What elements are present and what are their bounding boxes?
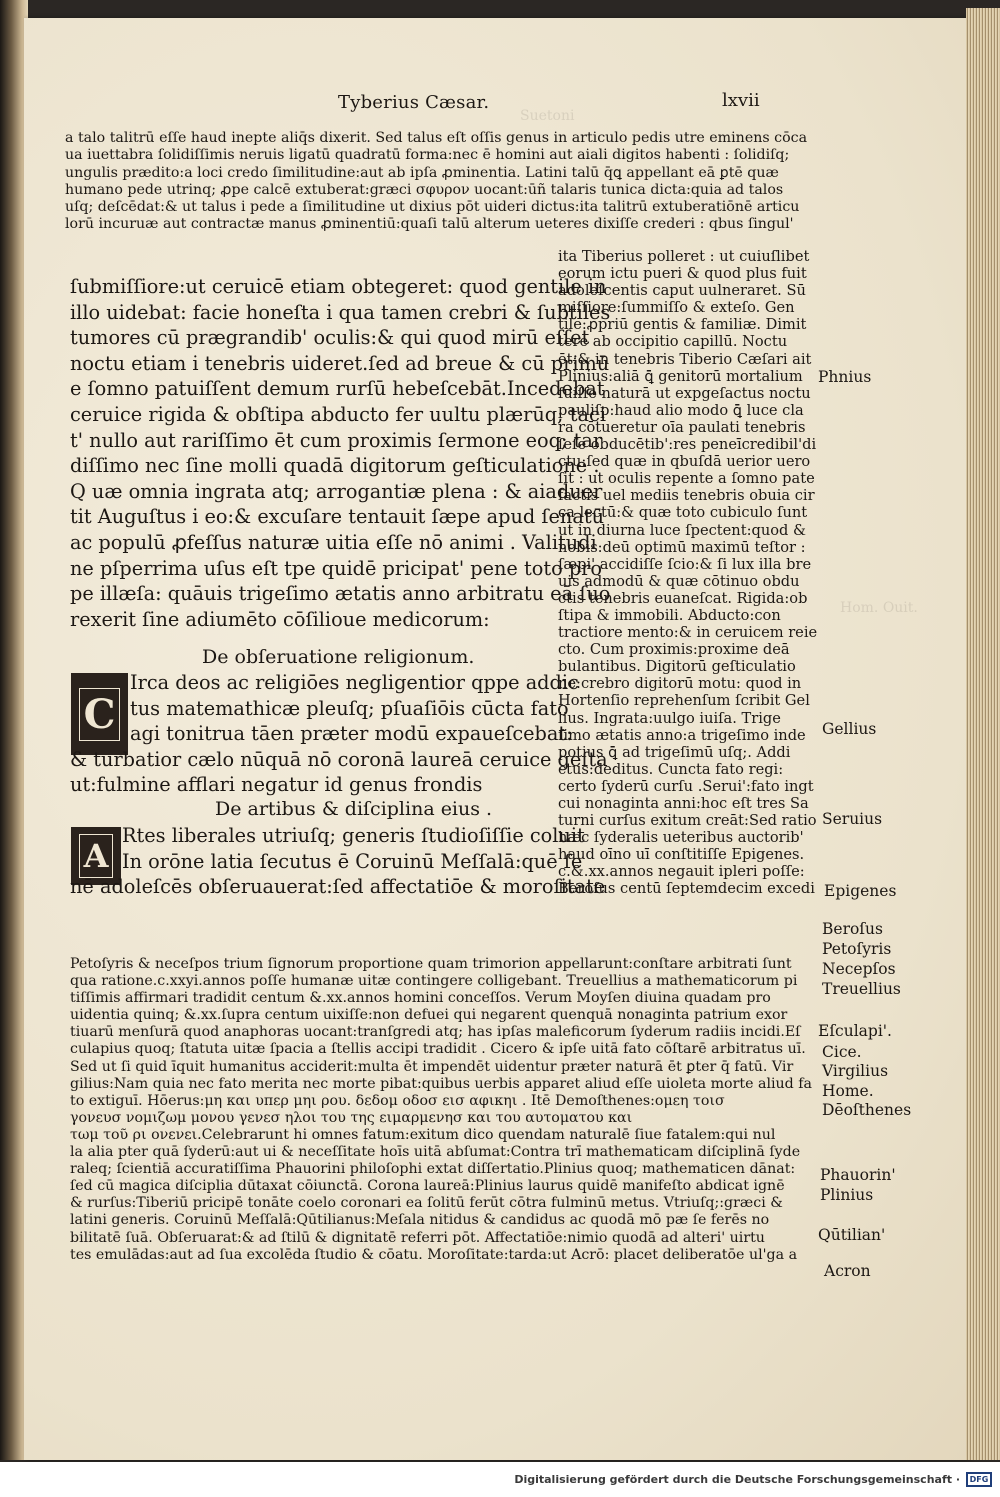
text-line: rexerit ſine adiumēto cōſilioue medicorum: xyxy=(70,607,490,631)
commentary-line: Beroſus centū ſeptemdecim excedi xyxy=(558,880,815,898)
commentary-bottom xyxy=(70,956,812,1264)
text-line: ne pſperrima uſus eſt tpe quidē pricipat' pene toto pro xyxy=(70,556,602,580)
commentary-line: ra cōtueretur oīa paulati tenebris xyxy=(558,418,806,436)
marginal-note: Qūtilian' xyxy=(818,1226,886,1244)
commentary-line: lius. Ingrata:uulgo iuiſa. Trige xyxy=(558,709,781,727)
commentary-line: potius ꝗ̄ ad trigeſimū uſq;. Addi xyxy=(558,743,791,761)
commentary-line: tere ab occipitio capillū. Noctu xyxy=(558,333,788,351)
text-line: tit Auguſtus i eo:& excuſare tentauit ſæpe apud ſenatū xyxy=(70,505,604,529)
commentary-line: a talo talitrū eſſe haud inepte aliq̄s dixerit. Sed talus eſt oſſis genus in articulo pedis utre eminens cōca xyxy=(65,130,808,146)
commentary-line: ita Tiberius polleret : ut cuiuſlibet xyxy=(558,248,810,265)
commentary-line: tes emulādas:aut ad ſua excolēda ſtudio & cōatu. Moroſitate:tarda:ut Acrō: placet deliberatōe ul'ga a xyxy=(70,1246,798,1263)
footer-credit: Digitalisierung gefördert durch die Deutsche Forschungsgemeinschaft · xyxy=(514,1473,960,1486)
commentary-line: τωμ τοῦ ρι ονενει.Celebrarunt hi omnes fatum:exitum dico quendam naturalē ſiue fatalem:qui nul xyxy=(70,1126,776,1143)
commentary-line: ſit : ut oculis repente a ſomno pate xyxy=(558,470,815,488)
dfg-logo: DFG xyxy=(966,1472,992,1487)
commentary-line: to extiguī. Hōerus:μη και υπερ μηι ρου. δεδομ οδοσ εισ αφικηι . Itē Demoſthenes:ομεη τοισ xyxy=(70,1092,725,1109)
commentary-line: γονευσ νομιζωμ μονου γενεσ ηλοι του της ειμαρμενησ και του αυτοματου και xyxy=(70,1109,633,1126)
commentary-line: haud oīno uī conſtitiſſe Epigenes. xyxy=(558,846,805,864)
main-text xyxy=(70,274,610,632)
commentary-line: humano pede utrinq; ꝓpe calcē extuberat:græci σφυρον uocant:ūñ talaris tunica dicta:quia ad talos xyxy=(65,181,784,198)
marginal-note: Plinius xyxy=(820,1186,874,1204)
commentary-line: qua ratione.c.xxyi.annos poſſe humanæ uitæ contingere colligebant. Treuellius a mathematicorum pi xyxy=(70,973,798,990)
commentary-line: uſq; deſcēdat:& ut talus i pede a ſimilitudine ut dixius pōt uideri dictus:ita talitrū extuberatiōnē articu xyxy=(65,199,800,216)
text-line: nē adoleſcēs obſeruauerat:ſed affectatiōe & moroſitate xyxy=(70,875,606,899)
text-line: ac populū ꝓfeſſus naturæ uitia eſſe nō animi . Valitudi xyxy=(70,530,597,554)
text-line: ut:fulmine afflari negatur id genus frondis xyxy=(70,773,483,797)
commentary-line: ēt:& in tenebris Tiberio Cæſari ait xyxy=(558,350,812,368)
commentary-line: ſimo ætatis anno:a trigeſimo inde xyxy=(558,726,806,744)
commentary-line: ca lectū:& quæ toto cubiculo ſunt xyxy=(558,504,808,522)
text-line: tus matemathicæ pleuſq; pſuaſiōis cūcta fato xyxy=(130,696,569,720)
marginal-note: Home. xyxy=(822,1082,874,1100)
commentary-line: eorum ictu pueri & quod plus fuit xyxy=(558,265,807,283)
text-line: t' nullo aut rariſſimo ēt cum proximis ſermone eoq; tar xyxy=(70,428,603,452)
commentary-line: pauliſp:haud alio modo ꝗ̄ luce cla xyxy=(558,401,804,419)
commentary-line: tractiore mento:& in ceruicem reie xyxy=(558,624,818,642)
marginal-note: Phauorin' xyxy=(820,1166,896,1184)
commentary-line: tiuarū menſurā quod anaphoras uocant:tranſgredi atq; has ipſas maleficorum ſyderum radiis incidi.Eſ xyxy=(70,1024,801,1041)
commentary-line: miſſiore:ſummiſſo & exteſo. Gen xyxy=(558,299,795,317)
commentary-line: hæc ſyderalis ueteribus auctorib' xyxy=(558,829,804,847)
commentary-top xyxy=(65,130,807,234)
commentary-line: ſtipa & immobili. Abducto:con xyxy=(558,606,781,624)
text-line: Rtes liberales utriuſq; generis ſtudioſiſſie coluit xyxy=(122,824,585,847)
marginal-note: Acron xyxy=(824,1262,871,1280)
commentary-line: Hortenſio reprehenſum ſcribit Gel xyxy=(558,692,810,710)
text-line: ceruice rigida & obſtipa abducto fer uultu plærūq; taci xyxy=(70,402,606,426)
commentary-line: culapius quoq; ſtatuta uitæ ſpacia a ſtellis accipi tradidit . Cicero & ipſe uitā fato cōſtarē arbitratus uī. xyxy=(70,1041,806,1058)
commentary-line: & rurſus:Tiberiū pricipē tonāte coelo coronari ea ſolitū ferūt cōtra fulminū metus. Vtriuſq;:græci & xyxy=(70,1195,783,1212)
commentary-line: bilitatē ſuā. Obſeruarat:& ad ſtilū & dignitatē referri pōt. Affectatiōe:nimio quodā ad alteri' uirtu xyxy=(70,1229,765,1246)
text-line: & turbatior cælo nūquā nō coronā laureā ceruice geſta xyxy=(70,747,608,771)
initial-letter: A xyxy=(79,834,114,878)
commentary-line: ctus:deditus. Cuncta fato regi: xyxy=(558,760,784,778)
heading-arts-discipline: De artibus & diſciplina eius . xyxy=(215,798,493,820)
commentary-line: ungulis prædito:a loci credo ſimilitudine:aut ab ipſa ꝓminentia. Latini talū q̄ꝗ appellant eā ꝑtē quæ xyxy=(65,164,779,181)
text-line: illo uidebat: facie honeſta i qua tamen crebri & ſubtiles xyxy=(70,300,611,324)
commentary-line: ſeſe obducētib':res peneīcredibil'di xyxy=(558,436,817,454)
commentary-line: tile:ꝓpriū gentis & familiæ. Dimit xyxy=(558,316,807,334)
commentary-line: Petoſyris & neceſpos trium ſignorum proportione quam trimorion appellarunt:conſtare arbitrati ſunt xyxy=(70,956,792,972)
text-line: In orōne latia ſecutus ē Coruinū Meſſalā:quē ſe xyxy=(122,849,583,873)
commentary-line: Sed ut ſi quid īquit humanitus acciderit:multa ēt impendēt uidentur præter naturā ēt ꝑter q̄ fatū. Vir xyxy=(70,1058,794,1075)
commentary-line: uidentia quinq; &.xx.ſupra centum uixiſſe:non defuei qui negarent quenquā nonaginta patrium exor xyxy=(70,1007,788,1024)
commentary-line: cui nonaginta anni:hoc eſt tres Sa xyxy=(558,795,809,812)
marginal-note: Phnius xyxy=(818,368,872,386)
marginal-note: Treuellius xyxy=(822,980,901,998)
commentary-line: ut in diurna luce ſpectent:quod & xyxy=(558,521,806,539)
commentary-line: tiſſimis affirmari tradidit centum &.xx.annos homini conceſſos. Verum Moyſen diuina quadam pro xyxy=(70,990,771,1007)
marginal-note: Eſculapi'. xyxy=(818,1022,892,1040)
commentary-line: latini generis. Coruinū Meſſalā:Qūtilianus:Meſala nitidus & candidus ac quodā mō pæ ſe ferēs no xyxy=(70,1212,770,1229)
marginal-note: Gellius xyxy=(822,720,877,738)
text-line: pe illæſa: quāuis trigeſimo ætatis anno arbitratu eā ſuo xyxy=(70,582,611,606)
text-line: agi tonitrua tāen præter modū expaueſcebat: xyxy=(130,722,573,746)
marginal-note: Epigenes xyxy=(824,882,897,900)
commentary-line: fuiſſe naturā ut expgeſactus noctu xyxy=(558,384,811,402)
commentary-line: factis uel mediis tenebris obuia cir xyxy=(558,487,815,505)
text-line: Irca deos ac religiōes negligentior qppe addic xyxy=(130,671,579,694)
commentary-line: cto. Cum proximis:proxime deā xyxy=(558,641,790,659)
section-religion xyxy=(70,670,608,798)
commentary-line: ſed cū magica diſciplia dūtaxat cōiunctā. Corona laureā:Plinius laurus quidē manifeſto abdicat ignē xyxy=(70,1178,785,1195)
commentary-line: uis admodū & quæ cōtinuo obdu xyxy=(558,572,800,590)
commentary-line: Plinius:aliā ꝗ̄ genitorū mortalium xyxy=(558,367,803,385)
marginal-note: Virgilius xyxy=(822,1062,889,1080)
commentary-line: la alia pter quā ſyderū:aut ui & neceſſitate hoīs uitā abſumat:Contra trī mathematicam diſciplinā ſyde xyxy=(70,1144,801,1161)
commentary-line: bulantibus. Digitorū geſticulatio xyxy=(558,658,796,676)
marginal-note: Beroſus xyxy=(822,920,883,938)
text-line: Q uæ omnia ingrata atq; arrogantiæ plena : & aiaduer xyxy=(70,479,603,503)
marginal-note: Cice. xyxy=(822,1043,862,1061)
commentary-line: raleq; ſcientiā accuratiſſima Phauorini philoſophi extat diſſertatio.Plinius quoq; mathematicen dānat: xyxy=(70,1161,796,1178)
text-line: noctu etiam i tenebris uideret.ſed ad breue & cū primū xyxy=(70,351,610,375)
commentary-line: c.&.xx.annos negauit ipleri poſſe: xyxy=(558,863,805,881)
commentary-line: ctis tenebris euaneſcat. Rigida:ob xyxy=(558,589,808,607)
section-arts xyxy=(70,823,605,900)
commentary-line: ctu:ſed quæ in qbuſdā uerior uero xyxy=(558,453,811,471)
marginal-note: Petoſyris xyxy=(822,940,892,958)
show-through: Hom. Ouit. xyxy=(840,600,918,616)
commentary-line: adoleſcentis caput uulneraret. Sū xyxy=(558,282,806,300)
heading-observation-religion: De obſeruatione religionum. xyxy=(202,646,475,668)
show-through: Suetoni xyxy=(520,108,575,124)
commentary-line: ne:crebro digitorū motu: quod in xyxy=(558,675,802,693)
folio-number: lxvii xyxy=(722,90,760,111)
text-line: diſſimo nec ſine molli quadā digitorum geſticulatione . xyxy=(70,454,600,478)
page-edges xyxy=(966,8,1000,1460)
marginal-note: Dēoſthenes xyxy=(822,1101,912,1119)
marginal-note: Seruius xyxy=(822,810,883,828)
initial-letter: C xyxy=(79,688,121,741)
commentary-line: nobis:deū optimū maximū teſtor : xyxy=(558,538,806,556)
text-line: ſubmiſſiore:ut ceruicē etiam obtegeret: quod gentile in xyxy=(70,275,607,298)
commentary-line: turni curſus exitum creāt:Sed ratio xyxy=(558,812,817,830)
side-commentary xyxy=(558,248,817,898)
commentary-line: gilius:Nam quia nec fato merita nec morte pibat:quibus uerbis apparet aliud eſſe uioleta morte aliud fa xyxy=(70,1075,812,1092)
text-line: tumores cū prægrandib' oculis:& qui quod mirū eſſet xyxy=(70,326,590,350)
text-line: e ſomno patuiſſent demum rurſū hebeſcebāt.Incedebat xyxy=(70,377,605,401)
commentary-line: ſæpi' accidiſſe ſcio:& ſi lux illa bre xyxy=(558,555,812,573)
commentary-line: lorū incuruæ aut contractæ manus ꝓminentiū:quaſi talū alterum ueteres dixiſſe crederi : qbus ſingul' xyxy=(65,216,794,233)
running-title: Tyberius Cæsar. xyxy=(338,92,490,113)
commentary-line: certo ſyderū curſu .Serui':fato ingt xyxy=(558,777,814,795)
commentary-line: ua iuettabra ſolidiſſimis neruis ligatū quadratū forma:nec ē homini aut aiali digitos habenti : ſolidiſq; xyxy=(65,147,790,164)
marginal-note: Necepſos xyxy=(822,960,896,978)
